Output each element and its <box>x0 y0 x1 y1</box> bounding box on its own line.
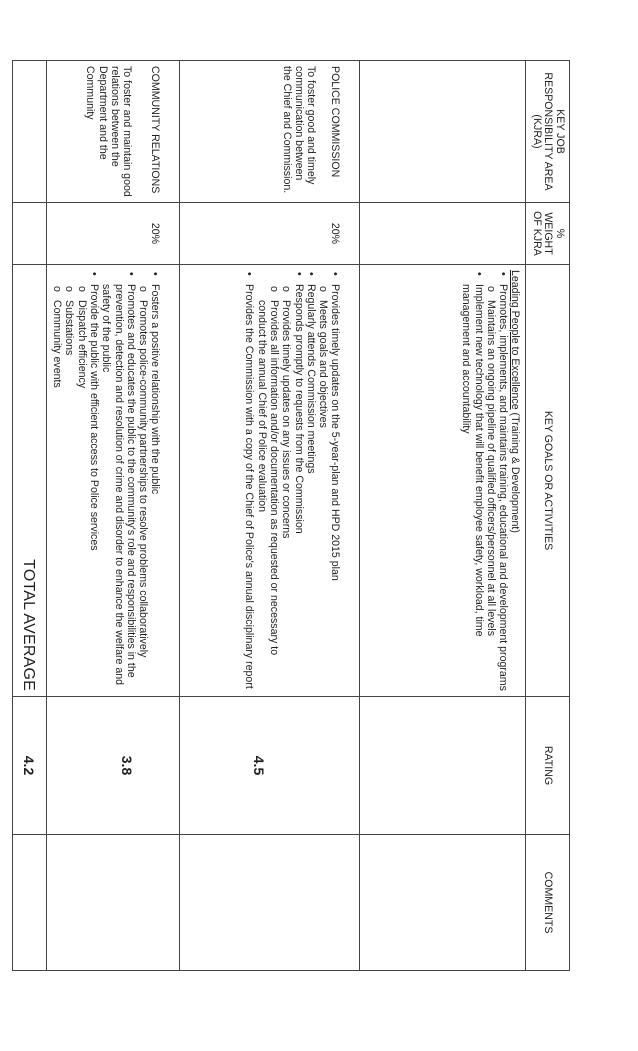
goal-list <box>51 270 162 691</box>
goal-text: Regularly attends Commission meetings <box>304 284 317 474</box>
goal-text: Implement new technology that will benefit employee safety, workload, time management and accountability <box>460 284 485 637</box>
goal-list <box>243 270 341 691</box>
rating-cell <box>46 697 180 835</box>
header-weight <box>526 203 570 265</box>
header-rating: RATING <box>526 697 570 835</box>
goal-subitem: o Maintains an ongoing pipeline of qualified officers/personnel at all levels <box>485 300 497 691</box>
rating-value: 3.8 <box>119 755 136 776</box>
goal-list <box>460 270 509 691</box>
goal-heading: Leading People to Excellence <box>509 270 522 410</box>
goal-subitem: o Dispatch efficiency <box>75 300 87 691</box>
header-goals: KEY GOALS OR ACTIVITIES <box>526 265 570 697</box>
goal-bullet <box>485 284 510 691</box>
goal-bullet <box>51 284 100 691</box>
total-label-cell <box>12 265 46 697</box>
weight-cell <box>360 203 526 265</box>
total-spacer-cell <box>12 61 46 203</box>
goal-sublist <box>317 284 329 691</box>
goal-heading-suffix: (Training & Development) <box>509 409 522 533</box>
header-area-line-1: KEY JOB <box>554 109 566 154</box>
comments-cell <box>180 835 360 971</box>
total-value-cell <box>12 697 46 835</box>
goal-heading-line <box>510 270 522 533</box>
goal-subitem: o Provides timely updates on any issues or concerns <box>280 300 292 691</box>
table-row <box>360 61 526 971</box>
goal-bullet <box>305 284 317 691</box>
table-row <box>46 61 180 971</box>
comments-cell <box>360 835 526 971</box>
goal-bullet <box>100 284 137 691</box>
goals-cell <box>180 265 360 697</box>
goal-bullet <box>460 284 485 691</box>
total-row <box>12 61 46 971</box>
goal-text: Responds promptly to requests from the Commission <box>292 284 305 534</box>
area-cell <box>360 61 526 203</box>
area-title: POLICE COMMISSION <box>329 66 342 178</box>
header-comments: COMMENTS <box>526 835 570 971</box>
goal-sublist <box>255 284 292 691</box>
header-weight-line-1: % <box>554 228 566 239</box>
weight-value: 20% <box>149 222 162 245</box>
table-row <box>180 61 360 971</box>
header-area-line-3: (KJRA) <box>531 114 543 149</box>
header-weight-line-2: WEIGHT <box>542 212 555 255</box>
area-description: To foster and maintain good relations between the Department and the Community <box>84 66 134 197</box>
total-average-label: TOTAL AVERAGE <box>19 559 37 691</box>
goal-subitem: o Substations <box>63 300 75 691</box>
goals-cell <box>360 265 526 697</box>
area-title: COMMUNITY RELATIONS <box>149 66 162 194</box>
goal-subitem: o Meets goals and objectives <box>317 300 329 691</box>
goal-text: Provides the Commission with a copy of the Chief of Police's annual disciplinary report <box>243 284 256 689</box>
weight-cell <box>46 203 180 265</box>
goals-cell <box>46 265 180 697</box>
goal-text: Promotes, implements, and maintains training, educational and development programs <box>497 284 510 691</box>
goal-text: Promotes and educates the public to the community's role and responsibilities in the prevention, detection and resolution of crime and disorder to enhance the welfare and safety of the public <box>100 284 137 686</box>
area-cell <box>46 61 180 203</box>
total-spacer-cell <box>12 835 46 971</box>
goal-subitem: o Promotes police-community partnerships to resolve problems collaboratively <box>137 300 149 691</box>
header-row <box>526 61 570 971</box>
weight-cell <box>180 203 360 265</box>
total-average-value: 4.2 <box>21 755 38 776</box>
goal-subitem: o Provides all information and/or documentation as requested or necessary to conduct the annual Chief of Police evaluation <box>255 300 280 691</box>
header-weight-line-3: OF KJRA <box>531 211 543 256</box>
header-area <box>526 61 570 203</box>
area-description: To foster good and timely communication between the Chief and Commission. <box>280 66 318 194</box>
header-area-line-2: RESPONSIBILITY AREA <box>542 72 555 191</box>
goal-text: Provides timely updates on the 5-year-plan and HPD 2015 plan <box>329 284 342 581</box>
kjra-table <box>12 60 570 971</box>
goal-text: Fosters a positive relationship with the public <box>149 284 162 495</box>
evaluation-sheet <box>19 60 570 970</box>
goal-sublist <box>485 284 497 691</box>
rating-cell <box>180 697 360 835</box>
goal-sublist <box>51 284 88 691</box>
goal-bullet <box>255 284 304 691</box>
goal-text: Provide the public with efficient access to Police services <box>88 284 101 551</box>
comments-cell <box>46 835 180 971</box>
goal-bullet <box>317 284 342 691</box>
goal-subitem: o Community events <box>51 300 63 691</box>
total-spacer-cell <box>12 203 46 265</box>
rating-cell <box>360 697 526 835</box>
goal-bullet <box>243 284 255 691</box>
weight-value: 20% <box>329 222 342 245</box>
goal-bullet <box>137 284 162 691</box>
area-cell <box>180 61 360 203</box>
rating-value: 4.5 <box>251 755 268 776</box>
goal-sublist <box>137 284 149 691</box>
